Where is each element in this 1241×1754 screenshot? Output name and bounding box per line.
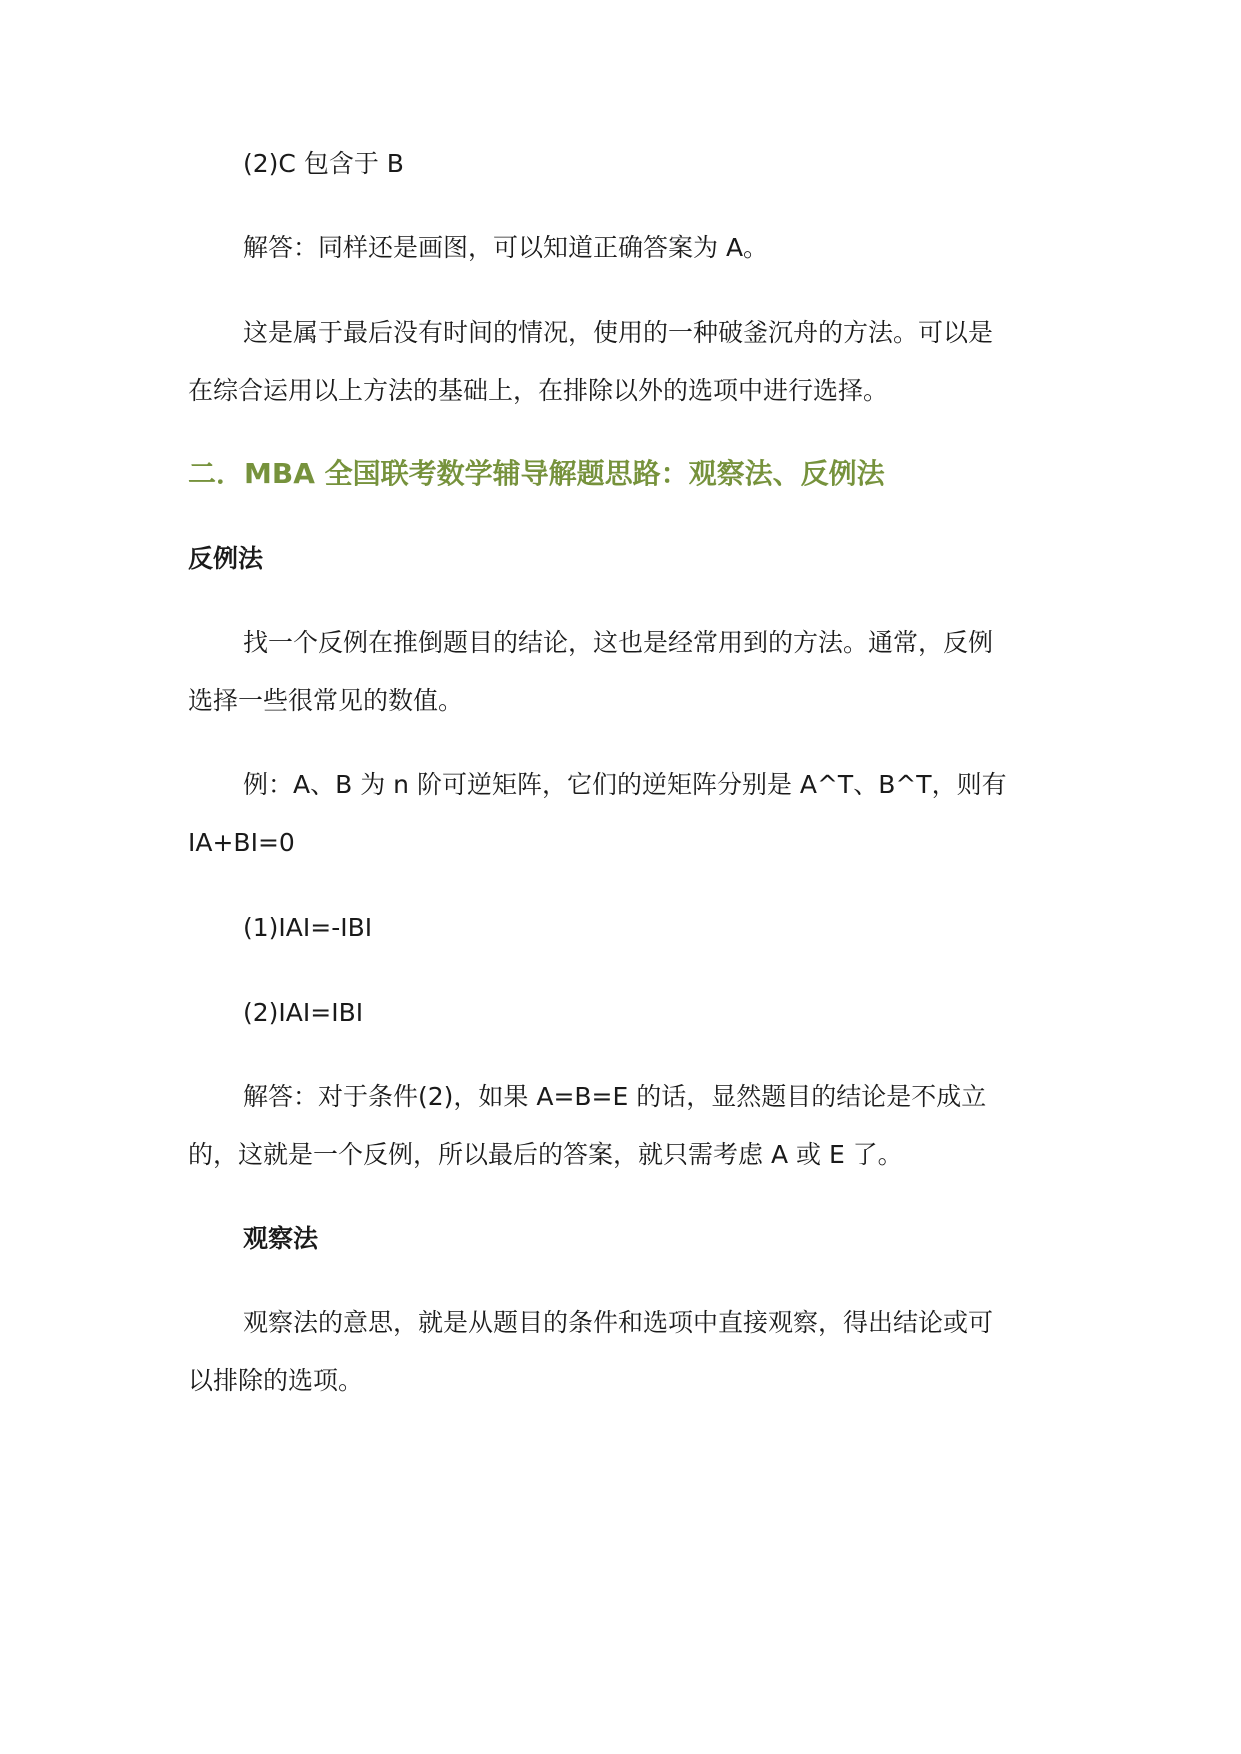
answer-paragraph-line: 的，这就是一个反例，所以最后的答案，就只需考虑 A 或 E 了。 [188,1140,903,1169]
body-paragraph-line: 观察法的意思，就是从题目的条件和选项中直接观察，得出结论或可 [243,1308,994,1337]
answer-paragraph-line: 解答：同样还是画图，可以知道正确答案为 A。 [243,233,769,262]
condition-line-1: (1)IAI=-IBI [243,913,373,942]
example-paragraph-line: 例：A、B 为 n 阶可逆矩阵，它们的逆矩阵分别是 A^T、B^T，则有 [243,770,1007,799]
body-paragraph-line: 找一个反例在推倒题目的结论，这也是经常用到的方法。通常，反例 [243,628,994,657]
answer-paragraph-line: 解答：对于条件(2)，如果 A=B=E 的话，显然题目的结论是不成立 [243,1082,987,1111]
subsection-heading-observation: 观察法 [243,1224,319,1253]
body-paragraph-line: 在综合运用以上方法的基础上，在排除以外的选项中进行选择。 [188,376,889,405]
body-paragraph-line: 选择一些很常见的数值。 [188,686,464,715]
body-paragraph-line: 这是属于最后没有时间的情况，使用的一种破釜沉舟的方法。可以是 [243,318,994,347]
section-heading: 二．MBA 全国联考数学辅导解题思路：观察法、反例法 [188,457,885,490]
option-line-2: (2)C 包含于 B [243,149,404,178]
subsection-heading-counterexample: 反例法 [188,544,264,573]
body-paragraph-line: 以排除的选项。 [188,1366,364,1395]
condition-line-2: (2)IAI=IBI [243,998,364,1027]
example-paragraph-line: IA+BI=0 [188,828,295,857]
